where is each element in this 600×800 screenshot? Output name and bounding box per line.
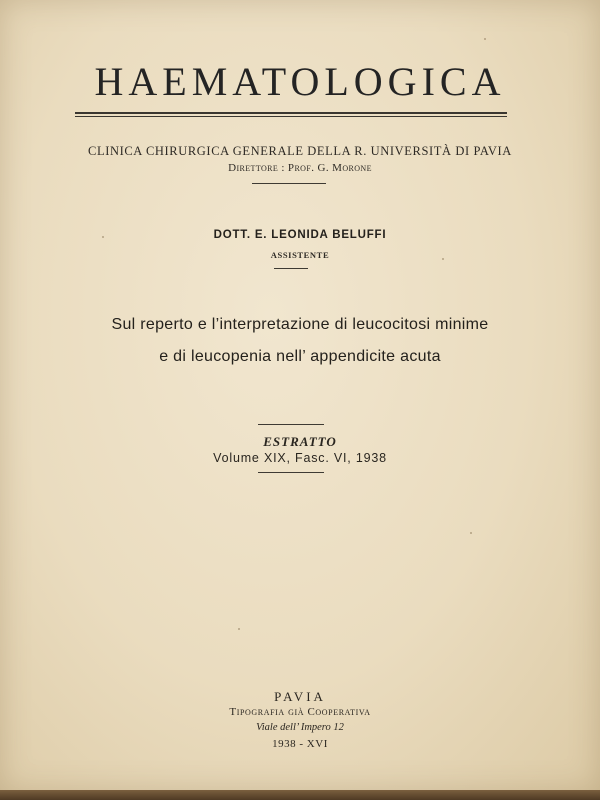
- paper-speck: [442, 258, 444, 260]
- page-bottom-edge: [0, 790, 600, 800]
- author-role: ASSISTENTE: [270, 250, 330, 260]
- volume-info: Volume XIX, Fasc. VI, 1938: [213, 451, 387, 465]
- paper-speck: [484, 38, 486, 40]
- author-name: DOTT. E. LEONIDA BELUFFI: [213, 229, 387, 241]
- paper-speck: [238, 628, 240, 630]
- imprint-printer: Tipografia già Cooperativa: [229, 706, 371, 718]
- paper-speck: [102, 236, 104, 238]
- director-line: Direttore : Prof. G. Morone: [228, 162, 372, 174]
- imprint-year: 1938 - XVI: [272, 738, 328, 750]
- journal-title: HAEMATOLOGICA: [94, 59, 506, 104]
- offprint-label: ESTRATTO: [263, 434, 337, 449]
- divider-rule: [258, 424, 324, 425]
- divider-rule: [258, 472, 324, 473]
- imprint-address: Viale dell’ Impero 12: [256, 722, 344, 733]
- article-title-line-1: Sul reperto e l’interpretazione di leucocitosi minime: [111, 316, 489, 333]
- clinic-name: CLINICA CHIRURGICA GENERALE DELLA R. UNIVERSITÀ DI PAVIA: [88, 144, 512, 158]
- divider-rule: [274, 268, 308, 269]
- title-double-rule: [75, 112, 507, 117]
- divider-rule: [252, 183, 326, 184]
- imprint-city: PAVIA: [274, 689, 326, 704]
- article-title-line-2: e di leucopenia nell’ appendicite acuta: [159, 348, 441, 365]
- paper-speck: [470, 532, 472, 534]
